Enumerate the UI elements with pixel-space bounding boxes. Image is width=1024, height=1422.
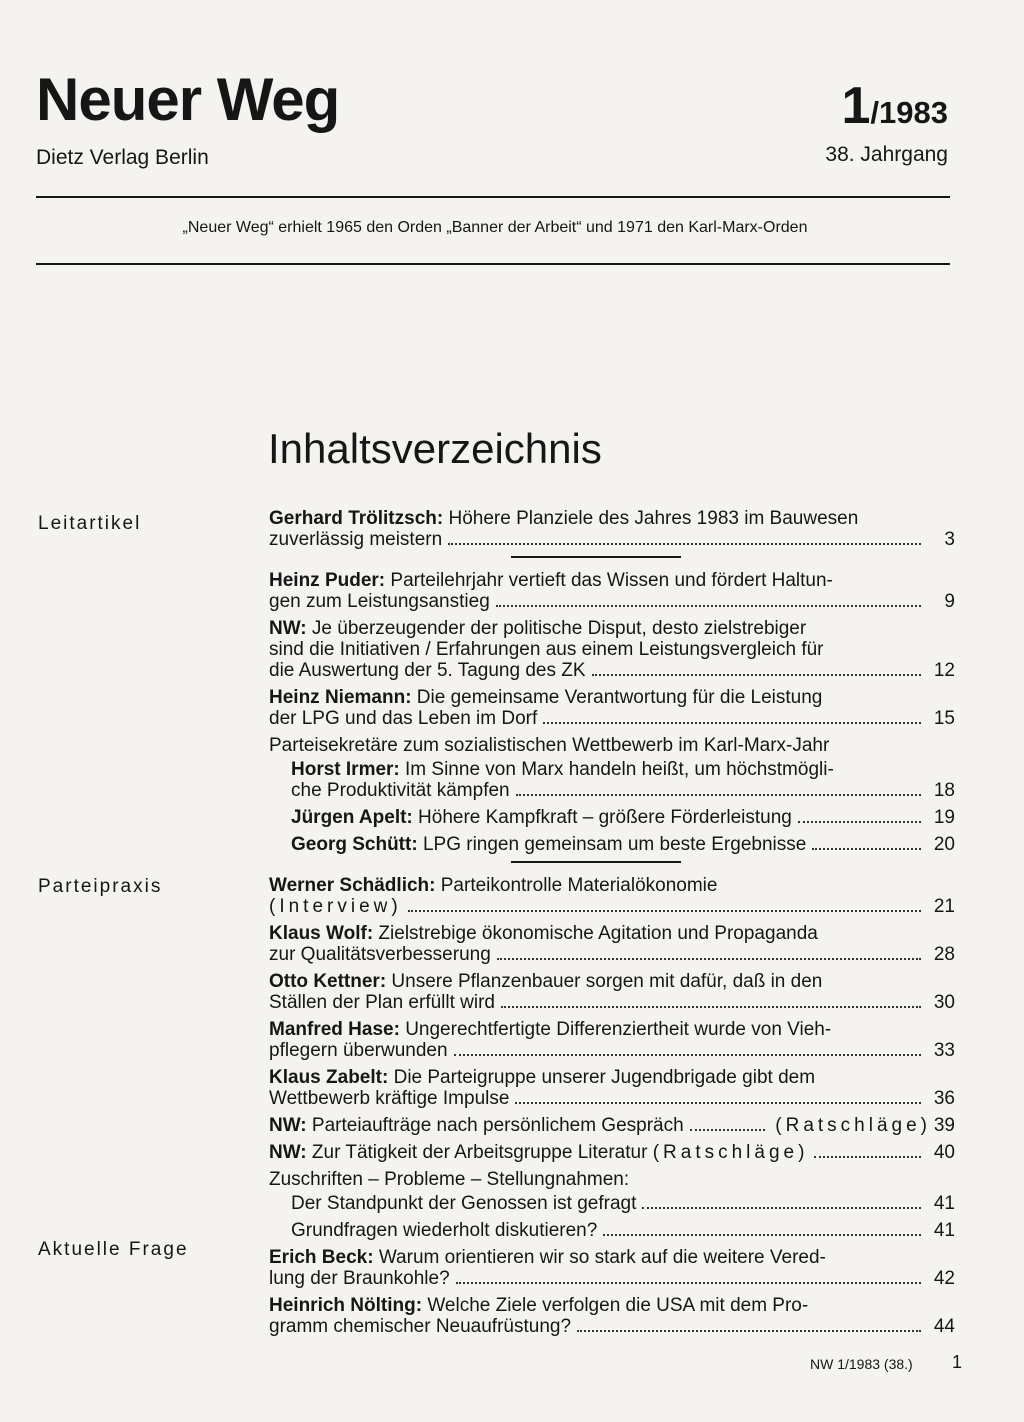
leader-dots [516, 794, 921, 796]
entry-author: Erich Beck: [269, 1247, 374, 1268]
entry-author: Georg Schütt: [291, 834, 418, 855]
entry-page: 12 [933, 660, 955, 681]
entry-title-end: pflegern überwunden [269, 1040, 448, 1061]
entry-author: Klaus Zabelt: [269, 1067, 389, 1088]
entry-title: Unsere Pflanzenbauer sorgen mit dafür, daß in den [386, 971, 823, 992]
leader-dots [577, 1330, 921, 1332]
entry-page: 33 [933, 1040, 955, 1061]
header-rule-top [36, 196, 950, 198]
toc-title: Inhaltsverzeichnis [268, 425, 602, 472]
footer-reference: NW 1/1983 (38.) [810, 1356, 913, 1372]
leader-dots [603, 1234, 921, 1236]
leader-dots [515, 1102, 921, 1104]
entry-title-end: zur Qualitätsverbesserung [269, 944, 491, 965]
leader-dots [798, 821, 921, 823]
entry-author: Werner Schädlich: [269, 875, 436, 896]
issue-year: /1983 [870, 95, 948, 130]
entry-title: Parteiaufträge nach persönlichem Gespräch [306, 1115, 684, 1136]
entry-page: 42 [933, 1268, 955, 1289]
entry-page: 36 [933, 1088, 955, 1109]
toc-entry[interactable] [269, 1193, 955, 1214]
leader-dots [642, 1207, 921, 1209]
entry-author: Heinz Niemann: [269, 687, 412, 708]
entry-title-line2: sind die Initiativen / Erfahrungen aus einem Leistungsvergleich für [269, 639, 824, 660]
toc-entry[interactable] [269, 1295, 955, 1337]
entry-author: Horst Irmer: [291, 759, 400, 780]
issue-number [841, 77, 949, 135]
volume: 38. Jahrgang [825, 143, 948, 166]
leader-dots [592, 674, 921, 676]
toc-entry[interactable] [269, 875, 955, 917]
entry-author: Gerhard Trölitzsch: [269, 508, 444, 529]
leader-dots [454, 1054, 921, 1056]
entry-title-end: Ställen der Plan erfüllt wird [269, 992, 495, 1013]
toc-entry[interactable] [269, 570, 955, 612]
leader-dots [456, 1282, 921, 1284]
section-leitartikel: Leitartikel [38, 513, 142, 534]
entry-title-end: che Produktivität kämpfen [291, 780, 510, 801]
entry-title: Grundfragen wiederholt diskutieren? [291, 1220, 598, 1241]
toc-entry[interactable] [269, 923, 955, 965]
entry-title: Die Parteigruppe unserer Jugendbrigade gibt dem [388, 1067, 816, 1088]
entry-title: LPG ringen gemeinsam um beste Ergebnisse [417, 834, 807, 855]
leader-dots [408, 910, 921, 912]
entry-author: Heinrich Nölting: [269, 1295, 423, 1316]
entry-title: Ungerechtfertigte Differenziertheit wurde von Vieh- [399, 1019, 832, 1040]
entry-page: 9 [944, 591, 955, 612]
toc-group-heading: Parteisekretäre zum sozialistischen Wettbewerb im Karl-Marx-Jahr [269, 735, 830, 756]
toc-entry[interactable] [269, 1067, 955, 1109]
entry-page: 21 [933, 896, 955, 917]
entry-title: Zielstrebige ökonomische Agitation und Propaganda [373, 923, 818, 944]
toc-entry[interactable] [269, 1247, 955, 1289]
entry-title: Die gemeinsame Verantwortung für die Leistung [411, 687, 823, 708]
toc-entry[interactable] [269, 687, 955, 729]
entry-author: Otto Kettner: [269, 971, 387, 992]
publisher: Dietz Verlag Berlin [36, 146, 209, 169]
award-note: „Neuer Weg“ erhielt 1965 den Orden „Banner der Arbeit“ und 1971 den Karl-Marx-Orden [182, 219, 808, 236]
entry-title-end: lung der Braunkohle? [269, 1268, 450, 1289]
entry-title: Zur Tätigkeit der Arbeitsgruppe Literatur [306, 1142, 648, 1163]
leader-dots [543, 722, 921, 724]
leader-dots [812, 848, 921, 850]
toc-entry[interactable] [269, 971, 955, 1013]
entry-author: NW: [269, 618, 307, 639]
toc-entry[interactable] [269, 1142, 955, 1163]
toc-entry[interactable] [269, 807, 955, 828]
entry-page: 41 [933, 1193, 955, 1214]
toc-entry[interactable] [269, 1019, 955, 1061]
leader-dots [814, 1156, 921, 1158]
entry-title: Welche Ziele verfolgen die USA mit dem Pro- [422, 1295, 809, 1316]
masthead-title: Neuer Weg [36, 66, 340, 133]
toc-entry[interactable] [269, 508, 955, 550]
entry-note: (Ratschläge) [652, 1142, 809, 1163]
leader-dots [448, 543, 921, 545]
section-aktuelle-frage: Aktuelle Frage [38, 1239, 189, 1260]
entry-author: Manfred Hase: [269, 1019, 400, 1040]
entry-page: 3 [944, 529, 955, 550]
entry-author: Klaus Wolf: [269, 923, 374, 944]
footer-page-number: 1 [952, 1352, 963, 1372]
entry-title: Im Sinne von Marx handeln heißt, um höchstmögli- [399, 759, 834, 780]
entry-title: Warum orientieren wir so stark auf die weitere Vered- [373, 1247, 826, 1268]
issue-number-value: 1 [841, 77, 871, 135]
entry-title-end: gen zum Leistungsanstieg [269, 591, 490, 612]
entry-author: Heinz Puder: [269, 570, 386, 591]
toc-entry[interactable] [269, 618, 955, 681]
entry-title-end: die Auswertung der 5. Tagung des ZK [269, 660, 586, 681]
leader-dots [690, 1129, 766, 1131]
entry-author: NW: [269, 1142, 307, 1163]
entry-title: Parteilehrjahr vertieft das Wissen und fördert Haltun- [385, 570, 833, 591]
entry-title: Der Standpunkt der Genossen ist gefragt [291, 1193, 637, 1214]
entry-title-end: gramm chemischer Neuaufrüstung? [269, 1316, 572, 1337]
leader-dots [501, 1006, 921, 1008]
entry-page: 20 [933, 834, 955, 855]
toc-group-heading: Zuschriften – Probleme – Stellungnahmen: [269, 1169, 630, 1190]
entry-author: Jürgen Apelt: [291, 807, 413, 828]
entry-page: 28 [933, 944, 955, 965]
entry-author: NW: [269, 1115, 307, 1136]
entry-page: 15 [933, 708, 955, 729]
entry-page: 18 [933, 780, 955, 801]
entry-title: Parteikontrolle Materialökonomie [435, 875, 718, 896]
entry-page: 41 [933, 1220, 955, 1241]
toc-entries [269, 508, 955, 1343]
entry-title-end: der LPG und das Leben im Dorf [269, 708, 538, 729]
entry-title: Höhere Kampfkraft – größere Förderleistung [412, 807, 792, 828]
entry-page: 39 [933, 1115, 955, 1136]
entry-title-end: (Interview) [269, 896, 402, 917]
divider [511, 556, 681, 558]
entry-page: 40 [933, 1142, 955, 1163]
section-parteipraxis: Parteipraxis [38, 876, 163, 897]
entry-page: 44 [933, 1316, 955, 1337]
leader-dots [496, 605, 921, 607]
toc-entry[interactable] [269, 759, 955, 801]
entry-page: 19 [933, 807, 955, 828]
toc-entry[interactable] [269, 834, 955, 855]
entry-title-end: zuverlässig meistern [269, 529, 443, 550]
divider [511, 861, 681, 863]
entry-title: Je überzeugender der politische Disput, desto zielstrebiger [306, 618, 807, 639]
entry-title: Höhere Planziele des Jahres 1983 im Bauwesen [443, 508, 859, 529]
entry-title-end: Wettbewerb kräftige Impulse [269, 1088, 510, 1109]
toc-entry[interactable] [269, 1220, 955, 1241]
header-rule-bottom [36, 263, 950, 265]
entry-page: 30 [933, 992, 955, 1013]
toc-entry[interactable] [269, 1115, 955, 1136]
entry-note: (Ratschläge) [775, 1115, 931, 1136]
leader-dots [497, 958, 921, 960]
